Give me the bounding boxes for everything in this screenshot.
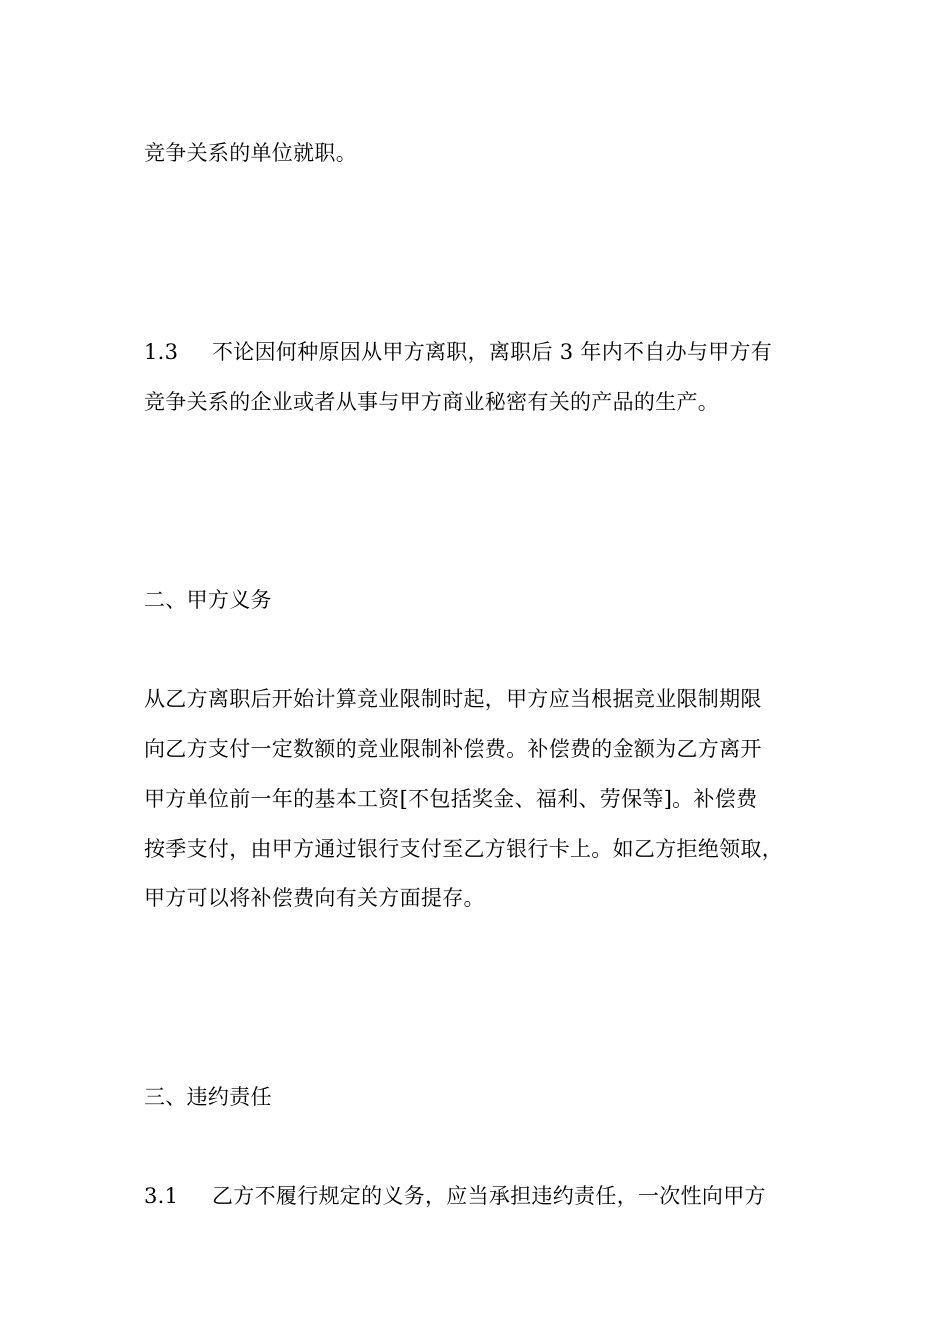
text-line: 甲方单位前一年的基本工资[不包括奖金、福利、劳保等]。补偿费 (144, 787, 758, 811)
section-heading: 三、违约责任 (144, 1085, 272, 1109)
clause-number: 1.3 (144, 340, 179, 364)
clause-text: 乙方不履行规定的义务，应当承担违约责任，一次性向甲方 (212, 1184, 766, 1208)
clause-3-1-line (144, 1184, 766, 1208)
section-heading: 二、甲方义务 (144, 588, 272, 612)
text-line: 甲方可以将补偿费向有关方面提存。 (144, 886, 485, 910)
clause-text: 不论因何种原因从甲方离职，离职后 3 年内不自办与甲方有 (212, 340, 773, 364)
text-line: 从乙方离职后开始计算竞业限制时起，甲方应当根据竞业限制期限 (144, 687, 762, 711)
text-line: 按季支付，由甲方通过银行支付至乙方银行卡上。如乙方拒绝领取， (144, 837, 783, 861)
text-line: 向乙方支付一定数额的竞业限制补偿费。补偿费的金额为乙方离开 (144, 737, 762, 761)
clause-1-3-line (144, 340, 772, 364)
text-line: 竞争关系的单位就职。 (144, 141, 357, 165)
text-line: 竞争关系的企业或者从事与甲方商业秘密有关的产品的生产。 (144, 390, 720, 414)
clause-number: 3.1 (144, 1184, 179, 1208)
